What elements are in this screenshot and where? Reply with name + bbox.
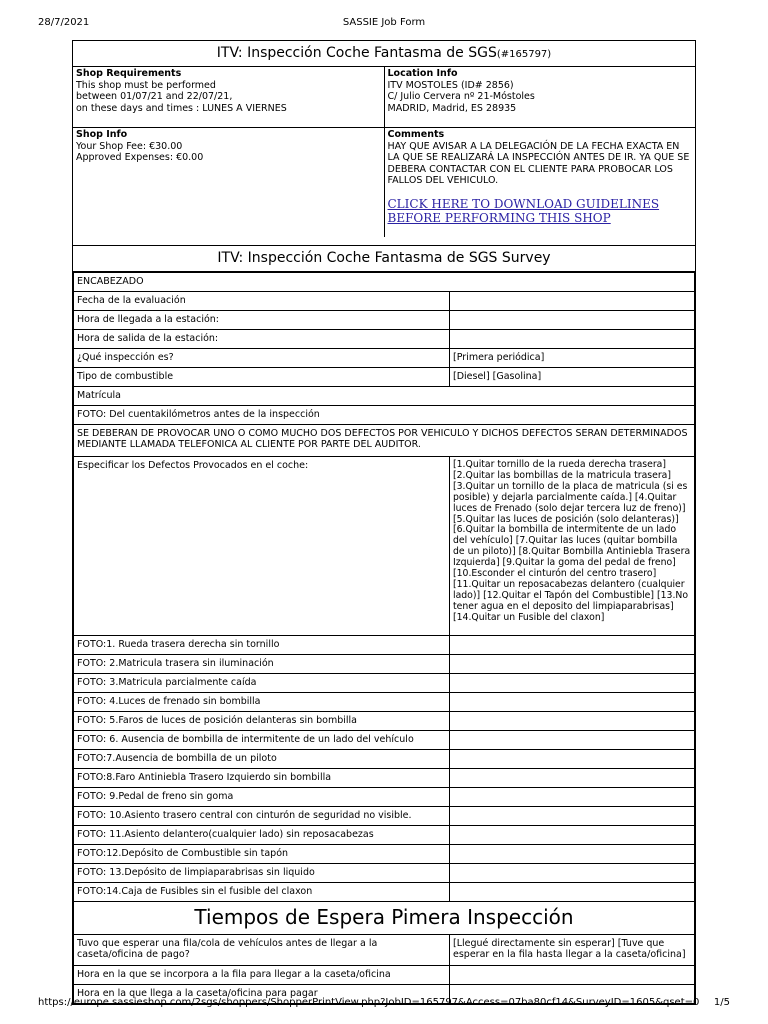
shop-fee: Your Shop Fee: €30.00 (76, 140, 183, 152)
comments-text: HAY QUE AVISAR A LA DELEGACIÓN DE LA FECHA EXACTA EN LA QUE SE REALIZARÁ LA INSPECCIÓN ANTES DE IR. YA QUE SE DEBERA CONTACTAR CON EL CLIENTE PARA PROBOCAR LOS FALLOS DEL VEHICULO. (387, 140, 690, 186)
table-row (74, 883, 695, 902)
table-row (74, 845, 695, 864)
photo-label: FOTO:14.Caja de Fusibles sin el fusible del claxon (74, 883, 450, 902)
foto-cuentakilometros: FOTO: Del cuentakilómetros antes de la inspección (74, 406, 695, 425)
print-url: https://europe.sassieshop.com/2sgs/shoppers/ShopperPrintView.php?JobID=165797&Access=07ba80cf14&SurveyID=1605&qset=0 (38, 997, 700, 1008)
shop-info-label: Shop Info (76, 129, 128, 140)
matricula: Matrícula (74, 387, 695, 406)
answer-options[interactable]: [Diesel] [Gasolina] (450, 368, 695, 387)
table-row (74, 935, 695, 966)
photo-upload[interactable] (450, 807, 695, 826)
table-row (74, 674, 695, 693)
table-row (74, 655, 695, 674)
answer-field[interactable] (450, 292, 695, 311)
photo-label: FOTO:7.Ausencia de bombilla de un piloto (74, 750, 450, 769)
photo-label: FOTO: 13.Depósito de limpiaparabrisas sin liquido (74, 864, 450, 883)
survey (73, 245, 695, 1004)
answer-field[interactable] (450, 330, 695, 349)
shop-requirements-label: Shop Requirements (76, 68, 182, 79)
photo-upload[interactable] (450, 845, 695, 864)
answer-options[interactable]: [Primera periódica] (450, 349, 695, 368)
table-row (74, 349, 695, 368)
location-info-label: Location Info (387, 68, 458, 79)
photo-upload[interactable] (450, 826, 695, 845)
photo-upload[interactable] (450, 712, 695, 731)
photo-upload[interactable] (450, 788, 695, 807)
table-row (74, 966, 695, 985)
job-info-row-2 (73, 127, 695, 237)
survey-title: ITV: Inspección Coche Fantasma de SGS Survey (73, 246, 695, 272)
section-title-tiempos: Tiempos de Espera Pimera Inspección (74, 902, 695, 935)
table-row (74, 750, 695, 769)
answer-options[interactable]: [Llegué directamente sin esperar] [Tuve que esperar en la fila hasta llegar a la caseta/oficina] (450, 935, 695, 966)
table-row (74, 807, 695, 826)
table-row (74, 731, 695, 750)
table-row (74, 769, 695, 788)
job-title (73, 41, 695, 66)
location-line: ITV MOSTOLES (ID# 2856) (387, 79, 514, 91)
job-form (72, 40, 696, 1005)
shop-requirements-line: between 01/07/21 and 22/07/21, (76, 91, 233, 102)
answer-field[interactable] (450, 311, 695, 330)
question: Tipo de combustible (74, 368, 450, 387)
question: Hora en la que llega a la caseta/oficina para pagar (74, 985, 450, 1004)
photo-upload[interactable] (450, 636, 695, 655)
defect-note: SE DEBERAN DE PROVOCAR UNO O COMO MUCHO DOS DEFECTOS POR VEHICULO Y DICHOS DEFECTOS SERAN DETERMINADOS MEDIANTE LLAMADA TELEFONICA AL CLIENTE POR PARTE DEL AUDITOR. (74, 425, 695, 457)
photo-upload[interactable] (450, 864, 695, 883)
table-row (74, 368, 695, 387)
table-row (74, 712, 695, 731)
photo-label: FOTO: 4.Luces de frenado sin bombilla (74, 693, 450, 712)
location-line: MADRID, Madrid, ES 28935 (387, 102, 517, 114)
job-id: (#165797) (496, 49, 552, 60)
survey-table (73, 272, 695, 1004)
photo-label: FOTO: 3.Matricula parcialmente caída (74, 674, 450, 693)
question: Tuvo que esperar una fila/cola de vehículos antes de llegar a la caseta/oficina de pago? (74, 935, 450, 966)
photo-label: FOTO: 6. Ausencia de bombilla de intermitente de un lado del vehículo (74, 731, 450, 750)
photo-upload[interactable] (450, 769, 695, 788)
job-title-text: ITV: Inspección Coche Fantasma de SGS (216, 45, 497, 61)
shop-info (73, 128, 384, 237)
print-date: 28/7/2021 (38, 17, 90, 28)
photo-label: FOTO:1. Rueda trasera derecha sin tornillo (74, 636, 450, 655)
job-info-row-1 (73, 66, 695, 127)
photo-label: FOTO:8.Faro Antiniebla Trasero Izquierdo sin bombilla (74, 769, 450, 788)
defects-options[interactable]: [1.Quitar tornillo de la rueda derecha trasera] [2.Quitar las bombillas de la matricula trasera] [3.Quitar un tornillo de la placa de matricula (si es posible) y dejarla parcialmente caída.] [4.Quitar luces de Frenado (solo dejar tercera luz de freno)] [5.Quitar las luces de posición (solo delanteras)] [6.Quitar la bombilla de intermitente de un lado del vehículo] [7.Quitar las luces (quitar bombilla de un piloto)] [8.Quitar Bombilla Antiniebla Trasera Izquierda] [9.Quitar la goma del pedal de freno] [10.Esconder el cinturón del centro trasero] [11.Quitar un reposacabezas delantero (cualquier lado)] [12.Quitar el Tapón del Combustible] [13.No tener agua en el deposito del limpiaparabrisas] [14.Quitar un Fusible del claxon] (450, 457, 695, 636)
question: Hora de salida de la estación: (74, 330, 450, 349)
location-info (384, 67, 696, 127)
photo-label: FOTO:12.Depósito de Combustible sin tapón (74, 845, 450, 864)
page-number: 1/5 (713, 997, 730, 1008)
photo-upload[interactable] (450, 655, 695, 674)
photo-label: FOTO: 9.Pedal de freno sin goma (74, 788, 450, 807)
photo-upload[interactable] (450, 750, 695, 769)
print-header-title: SASSIE Job Form (342, 17, 426, 28)
table-row (74, 826, 695, 845)
question: Fecha de la evaluación (74, 292, 450, 311)
photo-label: FOTO: 10.Asiento trasero central con cinturón de seguridad no visible. (74, 807, 450, 826)
photo-upload[interactable] (450, 731, 695, 750)
shop-requirements-line: This shop must be performed (76, 79, 216, 91)
location-line: C/ Julio Cervera nº 21-Móstoles (387, 91, 535, 102)
question: Hora de llegada a la estación: (74, 311, 450, 330)
table-row (74, 311, 695, 330)
download-guidelines-link[interactable]: CLICK HERE TO DOWNLOAD GUIDELINES BEFORE PERFORMING THIS SHOP (387, 196, 660, 225)
comments (384, 128, 696, 237)
comments-label: Comments (387, 129, 445, 140)
shop-requirements-line: on these days and times : LUNES A VIERNES (76, 102, 287, 114)
answer-field[interactable] (450, 966, 695, 985)
photo-upload[interactable] (450, 674, 695, 693)
defects-question: Especificar los Defectos Provocados en el coche: (74, 457, 450, 636)
question: ¿Qué inspección es? (74, 349, 450, 368)
photo-label: FOTO: 2.Matricula trasera sin iluminación (74, 655, 450, 674)
table-row (74, 330, 695, 349)
table-row (74, 636, 695, 655)
photo-upload[interactable] (450, 883, 695, 902)
encabezado: ENCABEZADO (74, 273, 695, 292)
photo-label: FOTO: 11.Asiento delantero(cualquier lado) sin reposacabezas (74, 826, 450, 845)
approved-expenses: Approved Expenses: €0.00 (76, 152, 204, 163)
photo-upload[interactable] (450, 693, 695, 712)
question: Hora en la que se incorpora a la fila para llegar a la caseta/oficina (74, 966, 450, 985)
table-row (74, 457, 695, 636)
table-row (74, 292, 695, 311)
photo-label: FOTO: 5.Faros de luces de posición delanteras sin bombilla (74, 712, 450, 731)
table-row (74, 693, 695, 712)
table-row (74, 788, 695, 807)
shop-requirements (73, 67, 384, 127)
table-row (74, 864, 695, 883)
